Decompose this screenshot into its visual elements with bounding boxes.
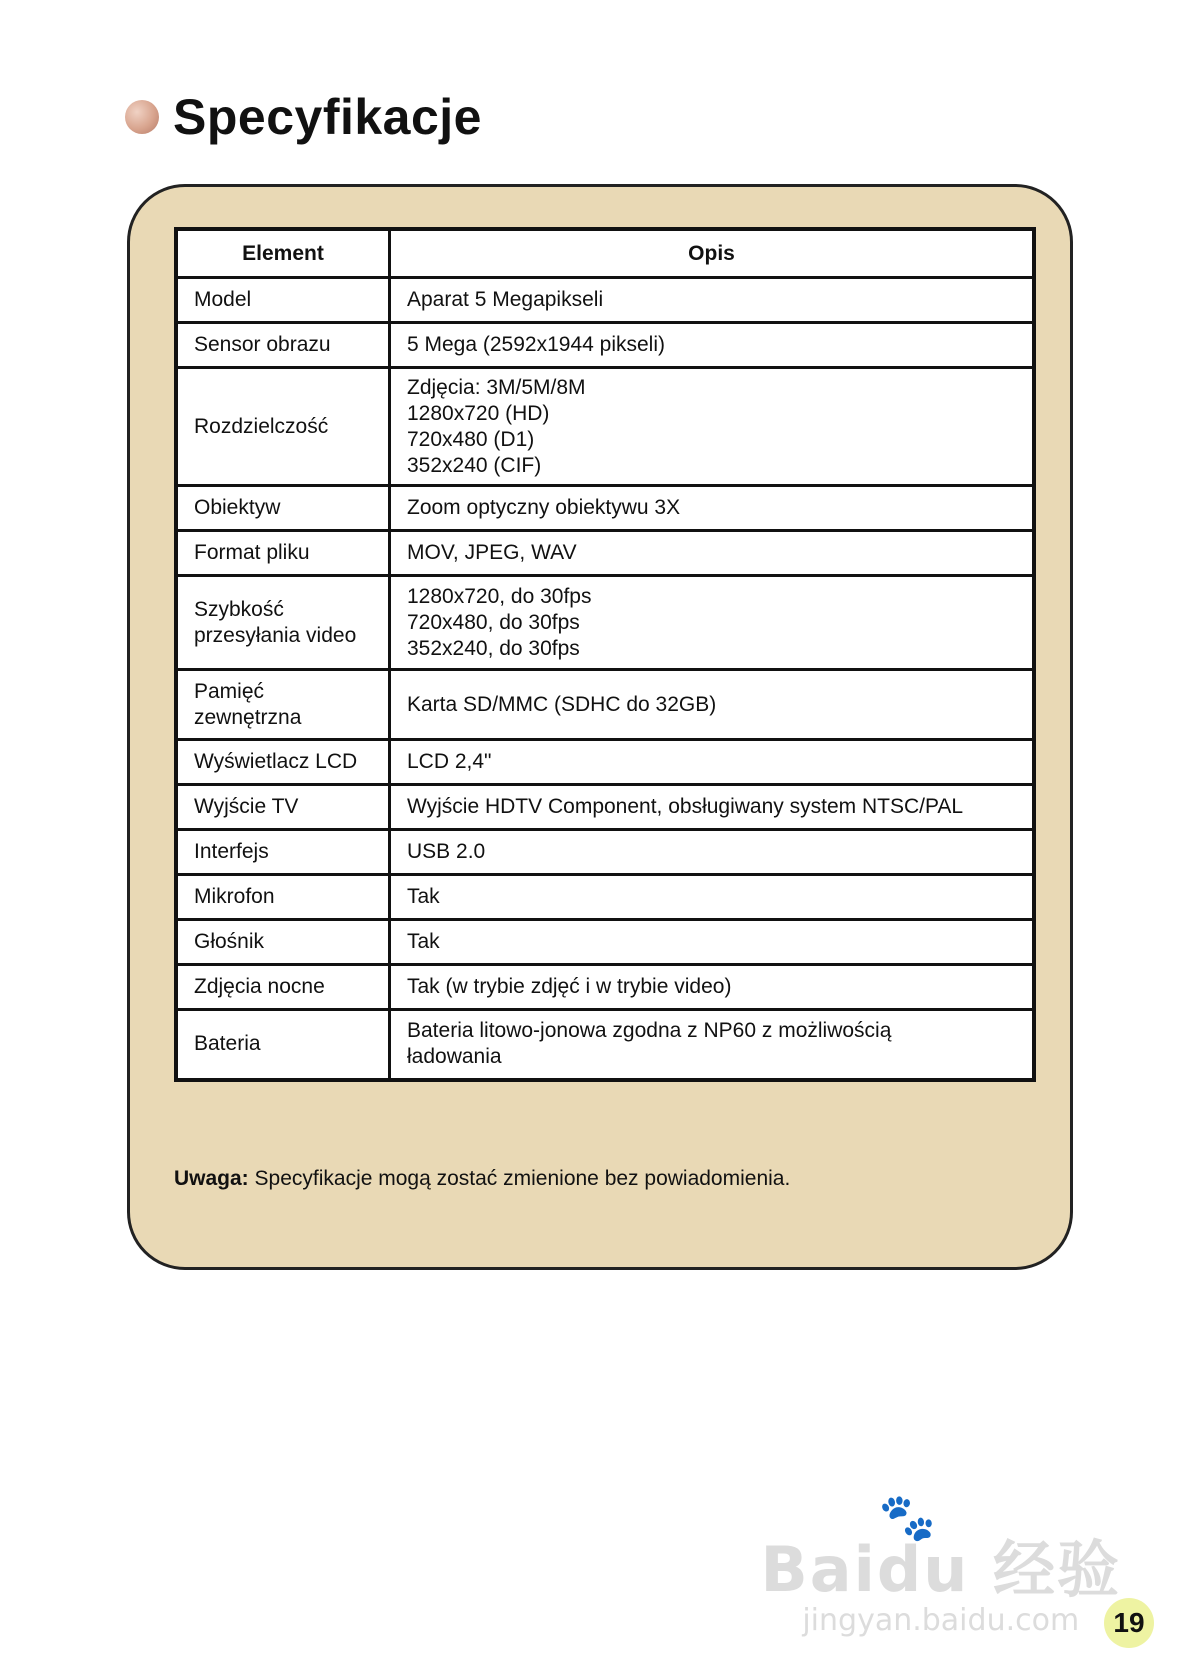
cell-line: Wyjście HDTV Component, obsługiwany system NTSC/PAL <box>407 795 964 818</box>
cell-line: Zdjęcia: 3M/5M/8M <box>407 375 586 399</box>
table-row <box>176 323 1034 368</box>
cell-opis <box>390 830 1035 875</box>
cell-element <box>176 875 390 920</box>
cell-line: 352x240, do 30fps <box>407 636 580 660</box>
cell-opis <box>390 576 1035 670</box>
cell-element <box>176 531 390 576</box>
cell-element <box>176 740 390 785</box>
cell-element <box>176 368 390 486</box>
cell-line: Bateria <box>194 1032 261 1056</box>
cell-opis <box>390 1010 1035 1080</box>
cell-line: Tak <box>407 885 440 908</box>
cell-line: przesyłania video <box>194 623 357 647</box>
page-number: 19 <box>1104 1598 1154 1648</box>
cell-opis <box>390 740 1035 785</box>
cell-line: 5 Mega (2592x1944 pikseli) <box>407 333 665 356</box>
cell-element <box>176 830 390 875</box>
table-row <box>176 740 1034 785</box>
cell-element <box>176 965 390 1010</box>
cell-line: Wyjście TV <box>194 795 299 818</box>
cell-element <box>176 1010 390 1080</box>
bullet-icon <box>125 100 159 134</box>
column-header-opis: Opis <box>390 229 1035 278</box>
cell-line: Sensor obrazu <box>194 333 331 356</box>
cell-line: 352x240 (CIF) <box>407 453 542 477</box>
cell-element <box>176 486 390 531</box>
cell-element <box>176 670 390 740</box>
cell-line: Rozdzielczość <box>194 414 329 438</box>
cell-line: Aparat 5 Megapikseli <box>407 288 604 311</box>
table-row <box>176 278 1034 323</box>
note-text: Specyfikacje mogą zostać zmienione bez powiadomienia. <box>248 1167 791 1190</box>
cell-opis <box>390 486 1035 531</box>
cell-opis <box>390 531 1035 576</box>
page-title: Specyfikacje <box>173 89 482 145</box>
cell-line: Zdjęcia nocne <box>194 975 325 998</box>
note <box>174 1167 790 1191</box>
note-label: Uwaga: <box>174 1167 249 1190</box>
table-row <box>176 531 1034 576</box>
cell-line: MOV, JPEG, WAV <box>407 541 577 564</box>
cell-opis <box>390 368 1035 486</box>
spec-table <box>174 227 1036 1082</box>
cell-opis <box>390 323 1035 368</box>
cell-opis <box>390 920 1035 965</box>
cell-opis <box>390 875 1035 920</box>
table-row <box>176 920 1034 965</box>
cell-line: 1280x720, do 30fps <box>407 584 592 608</box>
cell-line: zewnętrzna <box>194 705 302 729</box>
watermark-brand: Baidu 经验 <box>760 1533 1121 1606</box>
column-header-element: Element <box>176 229 390 278</box>
cell-line: ładowania <box>407 1045 502 1069</box>
cell-line: Obiektyw <box>194 496 281 519</box>
cell-element <box>176 920 390 965</box>
cell-line: 1280x720 (HD) <box>407 401 550 425</box>
cell-line: 720x480, do 30fps <box>407 610 580 634</box>
cell-element <box>176 785 390 830</box>
cell-line: USB 2.0 <box>407 840 486 863</box>
cell-opis <box>390 670 1035 740</box>
watermark <box>760 1490 1121 1638</box>
table-row <box>176 830 1034 875</box>
paw-icon: 🐾 <box>878 1490 936 1544</box>
table-row <box>176 785 1034 830</box>
table-row <box>176 368 1034 486</box>
cell-line: Pamięć <box>194 679 265 703</box>
cell-line: Tak (w trybie zdjęć i w trybie video) <box>407 975 732 998</box>
cell-line: Wyświetlacz LCD <box>194 750 358 773</box>
page-heading <box>125 88 482 146</box>
cell-element <box>176 278 390 323</box>
cell-line: 720x480 (D1) <box>407 427 535 451</box>
table-header-row <box>176 229 1034 278</box>
spec-panel <box>127 184 1073 1270</box>
table-row <box>176 670 1034 740</box>
cell-line: Głośnik <box>194 930 265 953</box>
cell-element <box>176 576 390 670</box>
cell-line: Szybkość <box>194 597 284 621</box>
cell-line: Mikrofon <box>194 885 275 908</box>
cell-opis <box>390 278 1035 323</box>
table-row <box>176 486 1034 531</box>
cell-line: LCD 2,4" <box>407 750 492 773</box>
table-row <box>176 875 1034 920</box>
spec-table-body <box>176 278 1034 1080</box>
cell-line: Bateria litowo-jonowa zgodna z NP60 z możliwością <box>407 1019 892 1043</box>
cell-line: Karta SD/MMC (SDHC do 32GB) <box>407 692 717 716</box>
table-row <box>176 965 1034 1010</box>
cell-opis <box>390 965 1035 1010</box>
cell-line: Interfejs <box>194 840 269 863</box>
table-row <box>176 1010 1034 1080</box>
table-row <box>176 576 1034 670</box>
cell-opis <box>390 785 1035 830</box>
watermark-url: jingyan.baidu.com <box>802 1603 1080 1638</box>
cell-line: Tak <box>407 930 440 953</box>
cell-line: Model <box>194 288 252 311</box>
cell-line: Zoom optyczny obiektywu 3X <box>407 496 681 519</box>
cell-line: Format pliku <box>194 541 310 564</box>
cell-element <box>176 323 390 368</box>
